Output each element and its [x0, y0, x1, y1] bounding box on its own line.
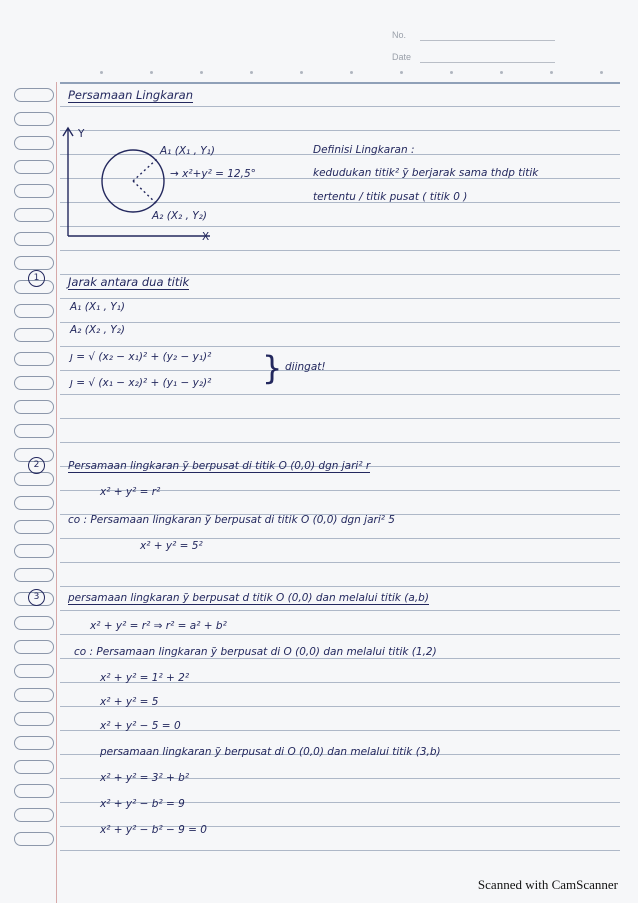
no-label: No.: [392, 30, 407, 40]
section-2-eq2: x² + y² = 5²: [140, 540, 203, 552]
section-3-badge: 3: [28, 589, 45, 606]
section-1-badge: 1: [28, 270, 45, 287]
section-3-step5: x² + y² − b² = 9: [100, 798, 185, 810]
section-3-step6: x² + y² − b² − 9 = 0: [100, 824, 207, 836]
definition-heading: Definisi Lingkaran :: [313, 144, 415, 156]
section-3-example2: persamaan lingkaran ỹ berpusat di O (0,0) dan melalui titik (3,b): [100, 746, 441, 758]
section-3-step2: x² + y² = 5: [100, 696, 159, 708]
section-1-heading: Jarak antara dua titik: [68, 275, 190, 289]
definition-line2: tertentu / titik pusat ( titik 0 ): [313, 191, 468, 203]
page-title: Persamaan Lingkaran: [68, 88, 193, 102]
brace-glyph: }: [262, 349, 283, 387]
point-a2-label: A₂ (X₂ , Y₂): [152, 210, 207, 222]
section-3-step3: x² + y² − 5 = 0: [100, 720, 181, 732]
date-label: Date: [392, 52, 412, 62]
section-1-formula2: ȷ = √ (x₁ − x₂)² + (y₁ − y₂)²: [70, 377, 212, 389]
x-axis-label: X: [202, 231, 210, 243]
point-a1-label: A₁ (X₁ , Y₁): [160, 145, 215, 157]
section-3-example: co : Persamaan lingkaran ỹ berpusat di O (0,0) dan melalui titik (1,2): [74, 646, 437, 658]
section-3-step1: x² + y² = 1² + 2²: [100, 672, 190, 684]
circle-formula: → x²+y² = 12,5°: [170, 168, 256, 180]
scanner-watermark: Scanned with CamScanner: [477, 877, 618, 892]
section-2-eq1: x² + y² = r²: [100, 486, 161, 498]
section-2-badge: 2: [28, 457, 45, 474]
section-1-formula1: ȷ = √ (x₂ − x₁)² + (y₂ − y₁)²: [70, 351, 212, 363]
section-3-step4: x² + y² = 3² + b²: [100, 772, 190, 784]
section-2-example: co : Persamaan lingkaran ỹ berpusat di titik O (0,0) dgn jari² 5: [68, 514, 395, 526]
section-3-eq1: x² + y² = r² ⇒ r² = a² + b²: [90, 620, 227, 632]
section-1-line1: A₁ (X₁ , Y₁): [70, 301, 125, 313]
section-1-note: diingat!: [285, 361, 326, 373]
section-3-heading: persamaan lingkaran ỹ berpusat d titik O (0,0) dan melalui titik (a,b): [68, 592, 429, 604]
definition-line1: kedudukan titik² ỹ berjarak sama thdp titik: [313, 167, 539, 179]
section-1-line2: A₂ (X₂ , Y₂): [70, 324, 125, 336]
y-axis-label: Y: [78, 128, 85, 140]
section-2-heading: Persamaan lingkaran ỹ berpusat di titik O (0,0) dgn jari² r: [68, 460, 371, 472]
